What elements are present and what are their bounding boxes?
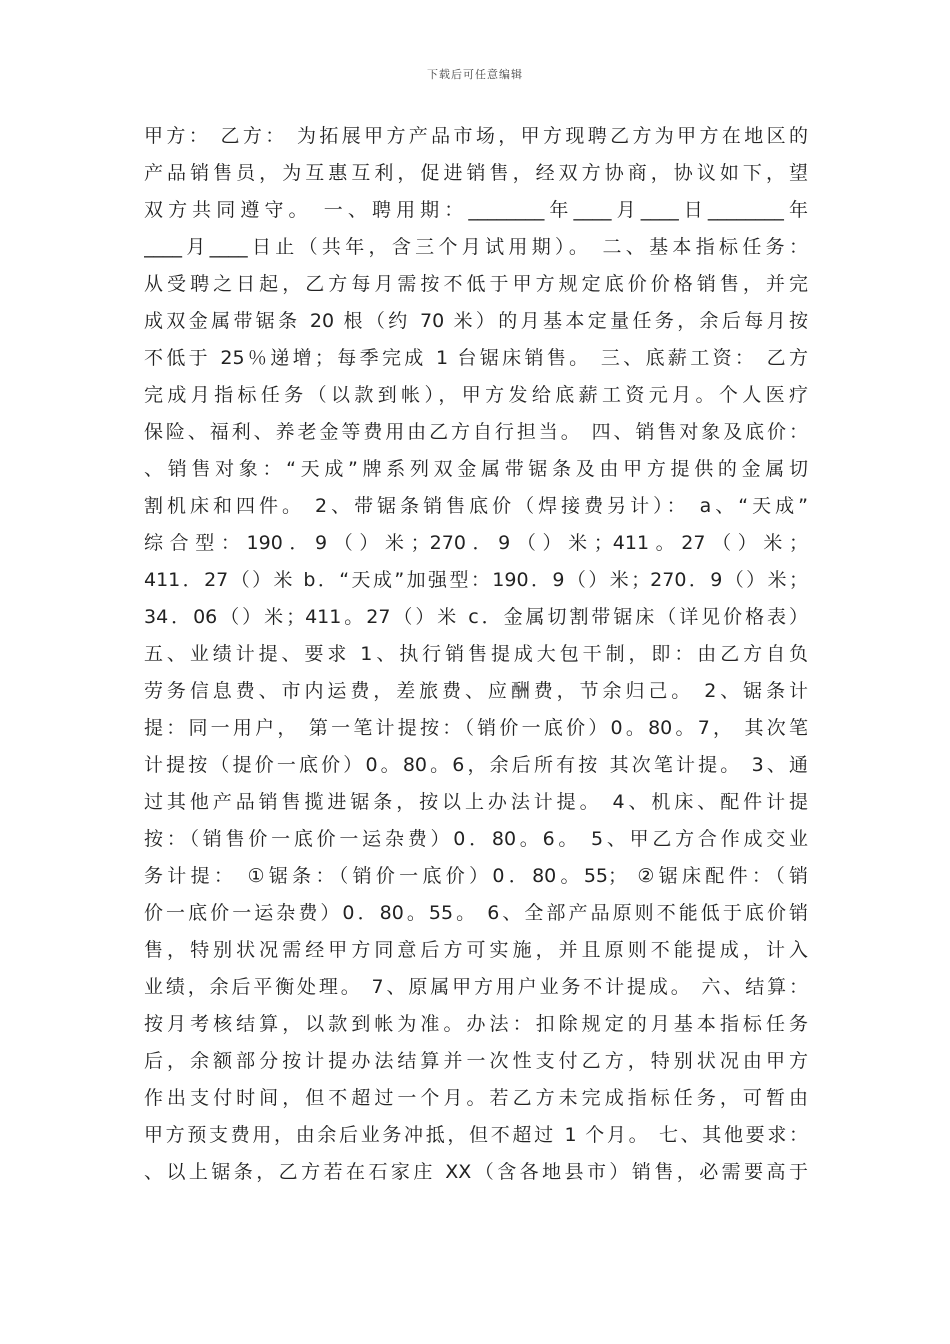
text-line: 34．06（）米；411。27（）米 c．金属切割带锯床（详见价格表） xyxy=(144,606,808,628)
text-line: 双方共同遵守。 一、聘用期：________年____月____日________年 xyxy=(144,199,808,221)
text-line: 后，余额部分按计提办法结算并一次性支付乙方，特别状况由甲方 xyxy=(144,1050,808,1072)
page-header-note: 下载后可任意编辑 xyxy=(427,68,523,81)
text-line: 五、业绩计提、要求 1、执行销售提成大包干制，即：由乙方自负 xyxy=(144,643,808,665)
text-line: 甲方： 乙方： 为拓展甲方产品市场，甲方现聘乙方为甲方在地区的 xyxy=(144,125,808,147)
text-line: 产品销售员，为互惠互利，促进销售，经双方协商，协议如下，望 xyxy=(144,162,808,184)
text-line: 按：（销售价一底价一运杂费）0．80。6。 5、甲乙方合作成交业 xyxy=(144,828,808,850)
text-line: 按月考核结算，以款到帐为准。办法：扣除规定的月基本指标任务 xyxy=(144,1013,808,1035)
text-line: 、以上锯条，乙方若在石家庄 XX（含各地县市）销售，必需要高于 xyxy=(144,1161,808,1183)
text-line: 、销售对象：“天成”牌系列双金属带锯条及由甲方提供的金属切 xyxy=(144,458,808,480)
text-line: 售，特别状况需经甲方同意后方可实施，并且原则不能提成，计入 xyxy=(144,939,808,961)
text-line: 提：同一用户， 第一笔计提按：（销价一底价）0。80。7， 其次笔 xyxy=(144,717,808,739)
text-line: 411．27（）米 b．“天成”加强型：190．9（）米；270．9（）米； xyxy=(144,569,808,591)
text-line: 完成月指标任务（以款到帐），甲方发给底薪工资元月。个人医疗 xyxy=(144,384,808,406)
text-line: 务计提： ①锯条：（销价一底价）0．80。55； ②锯床配件：（销 xyxy=(144,865,808,887)
text-line: 从受聘之日起，乙方每月需按不低于甲方规定底价价格销售，并完 xyxy=(144,273,808,295)
text-line: 不低于 25％递增；每季完成 1 台锯床销售。 三、底薪工资： 乙方 xyxy=(144,347,808,369)
text-line: 成双金属带锯条 20 根（约 70 米）的月基本定量任务，余后每月按 xyxy=(144,310,808,332)
text-line: 业绩，余后平衡处理。 7、原属甲方用户业务不计提成。 六、结算： xyxy=(144,976,808,998)
text-line: 作出支付时间，但不超过一个月。若乙方未完成指标任务，可暂由 xyxy=(144,1087,808,1109)
text-line: 计提按（提价一底价）0。80。6，余后所有按 其次笔计提。 3、通 xyxy=(144,754,808,776)
text-line: 过其他产品销售揽进锯条，按以上办法计提。 4、机床、配件计提 xyxy=(144,791,808,813)
text-line: 甲方预支费用，由余后业务冲抵，但不超过 1 个月。 七、其他要求： xyxy=(144,1124,808,1146)
text-line: ____月____日止（共年，含三个月试用期）。 二、基本指标任务： xyxy=(144,236,808,258)
text-line: 综合型：190．9（）米；270．9（）米；411。27（）米； xyxy=(144,532,808,554)
text-line: 价一底价一运杂费）0．80。55。 6、全部产品原则不能低于底价销 xyxy=(144,902,808,924)
text-line: 保险、福利、养老金等费用由乙方自行担当。 四、销售对象及底价： xyxy=(144,421,808,443)
document-body xyxy=(144,118,808,1191)
text-line: 割机床和四件。 2、带锯条销售底价（焊接费另计）： a、“天成” xyxy=(144,495,808,517)
text-line: 劳务信息费、市内运费，差旅费、应酬费，节余归己。 2、锯条计 xyxy=(144,680,808,702)
